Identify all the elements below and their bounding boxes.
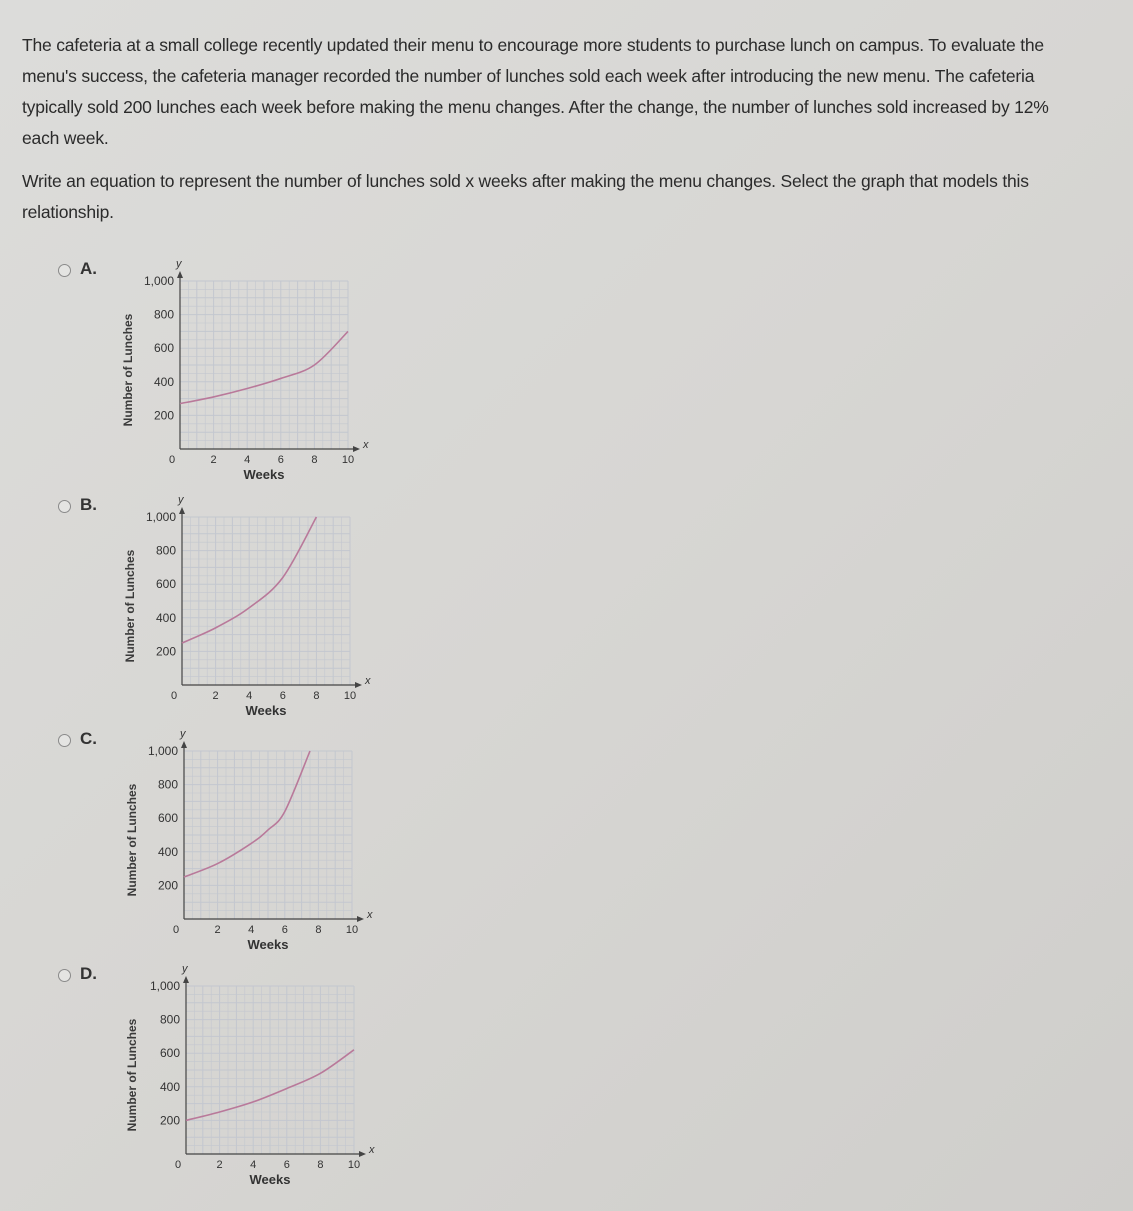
x-tick-label: 4 [250,1159,257,1171]
x-tick-label: 2 [210,454,217,466]
y-tick-label: 1,000 [145,510,176,524]
option-b[interactable] [0,486,420,722]
graph-d [136,955,376,1191]
x-axis-arrow [353,446,360,452]
x-tick-label: 2 [212,690,219,702]
y-tick-label: 400 [159,1079,180,1094]
option-letter-a: A. [80,259,97,278]
radio-button-c[interactable] [58,734,71,747]
y-axis-label: Number of Lunches [123,549,137,663]
y-axis-label: Number of Lunches [121,313,135,427]
option-d[interactable] [0,955,420,1191]
option-a[interactable] [0,250,420,486]
radio-button-a[interactable] [58,264,71,277]
x-axis-label: Weeks [247,937,289,952]
x-axis-letter: x [367,909,373,921]
option-c[interactable] [0,720,420,956]
x-axis-label: Weeks [249,1172,291,1187]
x-tick-label: 0 [170,690,178,702]
y-tick-label: 800 [155,543,176,558]
x-axis-letter: x [363,439,369,451]
y-tick-label: 400 [155,610,176,625]
y-axis-label: Number of Lunches [125,783,139,897]
question-text [22,30,1082,240]
question-paragraph-1: The cafeteria at a small college recently updated their menu to encourage more students to purchase lunch on campus. To evaluate the menu's success, the cafeteria manager recorded the number of lunches sold each week after introducing the new menu. The cafeteria typically sold 200 lunches each week before making the menu changes. After the change, the number of lunches sold increased by 12% each week. [22,35,1049,148]
x-axis-letter: x [365,675,371,687]
series-line [184,751,310,877]
x-axis-arrow [355,682,362,688]
y-tick-label: 800 [153,307,174,322]
radio-button-d[interactable] [58,969,71,982]
x-tick-label: 0 [172,924,180,936]
x-tick-label: 4 [248,924,255,936]
x-tick-label: 4 [244,454,251,466]
x-tick-label: 2 [214,924,221,936]
x-tick-label: 8 [313,690,320,702]
x-tick-label: 4 [246,690,253,702]
x-axis-letter: x [369,1144,375,1156]
option-letter-b: B. [80,495,97,514]
radio-button-b[interactable] [58,500,71,513]
y-tick-label: 800 [157,777,178,792]
graph-b [132,486,372,722]
x-axis-label: Weeks [243,467,285,482]
x-tick-label: 8 [311,454,318,466]
y-axis-letter: y [180,728,186,740]
option-letter-c: C. [80,729,97,748]
y-tick-label: 800 [159,1012,180,1027]
y-tick-label: 600 [159,1046,180,1061]
x-axis-label: Weeks [245,703,287,718]
x-tick-label: 6 [283,1159,290,1171]
x-tick-label: 10 [347,1159,361,1171]
graph-c [134,720,374,956]
x-tick-label: 6 [277,454,284,466]
x-tick-label: 6 [279,690,286,702]
y-tick-label: 600 [155,577,176,592]
y-axis-arrow [181,741,187,748]
x-tick-label: 10 [341,454,355,466]
y-tick-label: 200 [159,1113,180,1128]
x-tick-label: 8 [317,1159,324,1171]
x-tick-label: 8 [315,924,322,936]
y-axis-letter: y [176,258,182,270]
y-tick-label: 1,000 [149,979,180,993]
y-tick-label: 1,000 [147,744,178,758]
question-paragraph-2: Write an equation to represent the number of lunches sold x weeks after making the menu changes. Select the graph that models this relationship. [22,171,1029,222]
y-tick-label: 600 [153,341,174,356]
y-tick-label: 200 [153,408,174,423]
y-axis-letter: y [178,494,184,506]
y-tick-label: 400 [153,374,174,389]
x-tick-label: 10 [345,924,359,936]
x-axis-arrow [359,1151,366,1157]
option-letter-d: D. [80,964,97,983]
y-axis-letter: y [182,963,188,975]
x-axis-arrow [357,916,364,922]
y-tick-label: 200 [155,644,176,659]
x-tick-label: 10 [343,690,357,702]
graph-a [130,250,370,486]
y-axis-label: Number of Lunches [125,1018,139,1132]
y-tick-label: 1,000 [143,274,174,288]
x-tick-label: 6 [281,924,288,936]
y-tick-label: 400 [157,844,178,859]
x-tick-label: 0 [168,454,176,466]
y-axis-arrow [179,507,185,514]
x-tick-label: 2 [216,1159,223,1171]
y-axis-arrow [183,976,189,983]
y-tick-label: 200 [157,878,178,893]
x-tick-label: 0 [174,1159,182,1171]
y-axis-arrow [177,271,183,278]
y-tick-label: 600 [157,811,178,826]
